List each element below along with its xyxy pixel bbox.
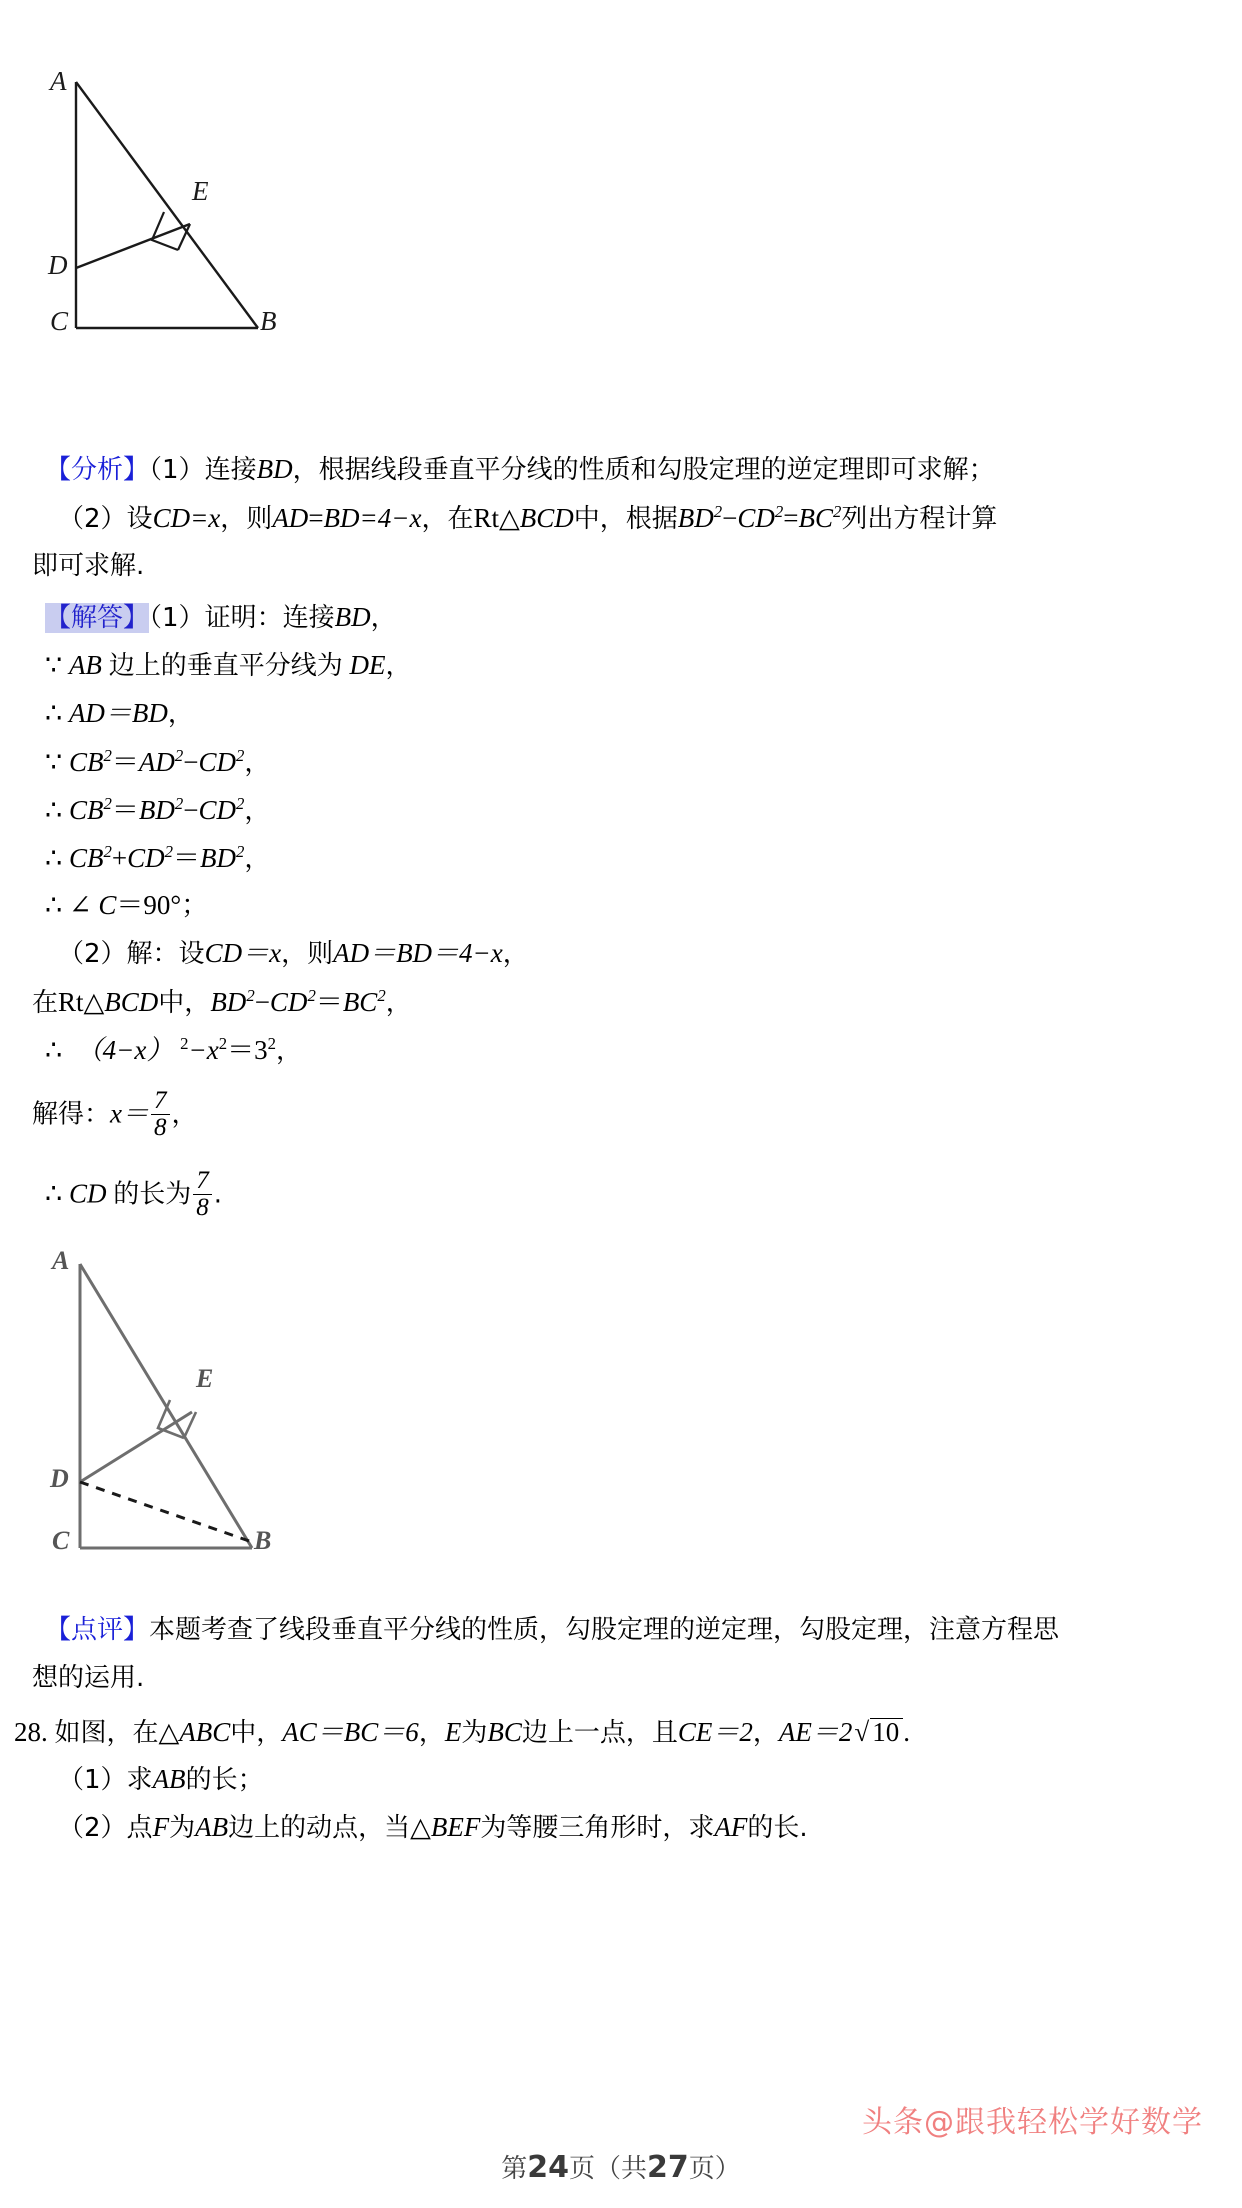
analysis-eq4-op1: −: [722, 503, 738, 533]
analysis-eq4-b1: BD: [677, 503, 714, 533]
fraction-denominator: 8: [151, 1114, 170, 1141]
solution-line-5: [45, 796, 270, 824]
analysis-item2-num: （2）: [58, 504, 127, 534]
solution-l4-b3: CD: [198, 747, 236, 777]
q28-l1-a: 如图，在: [54, 1718, 159, 1748]
solution-l6-b2: CD: [127, 843, 165, 873]
solution-line-12: [45, 1168, 222, 1222]
analysis-eq-mid: =: [308, 503, 324, 533]
therefore-symbol-6: ∴: [45, 1178, 63, 1209]
footer-suffix: 页）: [688, 2154, 741, 2184]
solution-l10-end: ，: [276, 1036, 303, 1066]
solution-l10-sup3: 2: [267, 1034, 276, 1053]
q28-l1-f: ，: [752, 1718, 779, 1748]
solution-l4-b2: AD: [138, 747, 175, 777]
therefore-symbol-3: ∴: [45, 843, 63, 873]
watermark-text: 头条@跟我轻松学好数学: [862, 2105, 1203, 2140]
question-28-number: 28.: [14, 1717, 48, 1747]
therefore-symbol-5: ∴: [45, 1035, 63, 1065]
triangle-icon-4: △: [410, 1812, 431, 1842]
q28-l3-num: （2）: [58, 1813, 127, 1843]
solution-line-4: [45, 748, 270, 776]
solution-l9-op2: ＝: [315, 987, 343, 1017]
figure-2-label-D: D: [50, 1464, 69, 1493]
solution-l10-sup2: 2: [218, 1034, 228, 1053]
solution-l8-a: 解：设: [126, 939, 205, 969]
analysis-item2-f: 即可求解.: [32, 551, 145, 581]
q28-var-af: AF: [714, 1812, 748, 1842]
footer-page-number: 24: [527, 2150, 569, 2185]
solution-l10-sup1: 2: [180, 1034, 189, 1053]
q28-l3-b: 为: [169, 1813, 196, 1843]
question-28-line-1: [14, 1718, 910, 1746]
solution-l9-end: ，: [385, 988, 412, 1018]
q28-tri-name: ABC: [179, 1717, 231, 1747]
analysis-line-1: [45, 456, 995, 483]
solution-l6-end: ，: [244, 844, 271, 874]
analysis-line-3: [32, 552, 144, 579]
analysis-item1-var: BD: [256, 454, 293, 484]
solution-l4-s2: 2: [174, 746, 184, 765]
q28-eq2: CE＝2: [677, 1717, 753, 1747]
comment-line-1: [45, 1616, 1059, 1643]
q28-radicand: 10: [870, 1718, 903, 1746]
solution-l2-a: 边上的垂直平分线为: [108, 651, 343, 681]
fraction-denominator-2: 8: [193, 1194, 212, 1221]
figure-1-label-C: C: [50, 306, 69, 336]
figure-2-label-A: A: [52, 1246, 70, 1275]
solution-l5-b1: CB: [68, 795, 104, 825]
footer-mid: 页（共: [568, 2154, 647, 2184]
solution-line-2: [45, 652, 411, 679]
solution-l3-eq: AD＝BD: [68, 698, 168, 728]
solution-l9-b2: CD: [269, 987, 308, 1017]
solution-l4-end: ，: [244, 748, 271, 778]
solution-l5-s2: 2: [174, 794, 184, 813]
analysis-rt: Rt: [473, 503, 500, 533]
figure-1-label-E: E: [192, 176, 209, 206]
comment-line-2: [32, 1664, 144, 1691]
solution-l1-num: （1）: [149, 603, 205, 633]
solution-l8-num: （2）: [58, 939, 127, 969]
analysis-item1-text-b: ，根据线段垂直平分线的性质和勾股定理的逆定理即可求解；: [292, 455, 995, 485]
solution-l9-s1: 2: [246, 986, 255, 1005]
solution-tag: 【解答】: [45, 603, 150, 633]
solution-l8-end: ，: [502, 939, 529, 969]
figure-2-svg: [40, 1240, 330, 1580]
solution-l2-var2: DE: [349, 650, 386, 680]
q28-l2-b: 的长；: [185, 1765, 264, 1795]
solution-l1-var: BD: [334, 602, 371, 632]
q28-l2-var: AB: [152, 1764, 186, 1794]
solution-l8-eq2: AD＝BD＝4−x: [333, 938, 503, 968]
solution-l9-b1: BD: [210, 987, 247, 1017]
figure-1-triangle-diagram: [40, 60, 330, 360]
analysis-eq4-op2: =: [783, 503, 799, 533]
analysis-eq4-s1: 2: [713, 502, 723, 521]
figure-1-label-B: B: [260, 306, 277, 336]
fraction-numerator-2: 7: [196, 1167, 209, 1194]
q28-l2-a: 求: [126, 1765, 153, 1795]
analysis-ad: AD: [272, 503, 309, 533]
solution-l8-b: ，则: [281, 939, 334, 969]
analysis-eq4-s3: 2: [833, 502, 842, 521]
q28-var-ab: AB: [195, 1812, 229, 1842]
q28-var-f: F: [152, 1812, 170, 1842]
question-28-line-3: [58, 1814, 808, 1841]
analysis-line-2: [58, 504, 997, 532]
fraction-seven-eighths-2: [193, 1168, 212, 1222]
figure-1-label-A: A: [50, 66, 67, 96]
q28-l3-a: 点: [126, 1813, 153, 1843]
analysis-cd: CD: [152, 503, 191, 533]
solution-l9-tri-name: BCD: [104, 987, 159, 1017]
q28-l1-e: 边上一点，且: [521, 1718, 678, 1748]
q28-l3-d: 为等腰三角形时，求: [480, 1813, 715, 1843]
therefore-symbol-4: ∴: [45, 890, 63, 920]
solution-line-1: [45, 604, 397, 631]
solution-l6-s1: 2: [103, 842, 112, 861]
analysis-tri-name: BCD: [519, 503, 574, 533]
comment-tag: 【点评】: [45, 1615, 150, 1645]
analysis-cd-rest: =x: [190, 503, 221, 533]
solution-l5-s1: 2: [103, 794, 112, 813]
solution-l9-b: 中，: [158, 988, 211, 1018]
q28-var-e: E: [444, 1717, 462, 1747]
solution-l4-s3: 2: [235, 746, 245, 765]
analysis-eq4-b3: BC: [798, 503, 834, 533]
q28-l3-c: 边上的动点，当: [228, 1813, 411, 1843]
solution-l12-end: .: [213, 1179, 222, 1210]
fraction-seven-eighths-1: [151, 1088, 170, 1142]
fraction-numerator: 7: [154, 1087, 167, 1114]
analysis-tag: 【分析】: [45, 455, 150, 485]
analysis-eq4-s2: 2: [774, 502, 784, 521]
solution-l2-b: ，: [385, 651, 412, 681]
analysis-item2-a: 设: [126, 504, 153, 534]
solution-l5-op1: ＝: [111, 795, 139, 825]
solution-l9-b3: BC: [342, 987, 378, 1017]
solution-l9-rt: Rt: [58, 987, 84, 1017]
solution-l7-eq: ＝90°；: [116, 890, 209, 920]
square-root-icon: √ 10: [852, 1718, 903, 1746]
page-footer: [0, 2148, 1242, 2185]
solution-l4-s1: 2: [103, 746, 112, 765]
q28-eq1: AC＝BC＝6: [282, 1717, 419, 1747]
solution-line-3: [45, 700, 194, 727]
solution-line-10: [45, 1036, 302, 1064]
solution-l4-op2: −: [183, 747, 199, 777]
q28-l1-b: 中，: [230, 1718, 283, 1748]
triangle-icon-2: △: [83, 987, 105, 1017]
solution-l5-b2: BD: [138, 795, 175, 825]
solution-line-8: [58, 940, 529, 967]
triangle-icon-3: △: [158, 1717, 180, 1747]
analysis-item2-c: ，在: [421, 504, 474, 534]
solution-l9-s2: 2: [307, 986, 316, 1005]
solution-l11-a: 解得：: [32, 1099, 111, 1130]
solution-line-7: [45, 892, 208, 919]
solution-l9-op1: −: [254, 987, 270, 1017]
figure-2-label-E: E: [196, 1364, 214, 1393]
analysis-item2-b: ，则: [220, 504, 273, 534]
solution-l10-expr: （4−x）: [75, 1035, 174, 1065]
solution-line-9: [32, 988, 412, 1016]
q28-eq3-lhs: AE＝2: [778, 1717, 853, 1747]
solution-l9-a: 在: [32, 988, 59, 1018]
analysis-item2-e: 列出方程计算: [841, 504, 998, 534]
solution-l9-s3: 2: [377, 986, 386, 1005]
q28-l3-tri-name: BEF: [430, 1812, 481, 1842]
footer-prefix: 第: [501, 2154, 528, 2184]
analysis-triangle-icon: △: [499, 503, 520, 533]
comment-text-line-2: 想的运用.: [32, 1663, 145, 1693]
solution-l6-op1: +: [111, 843, 128, 873]
figure-2-label-C: C: [52, 1526, 70, 1555]
solution-l5-op2: −: [183, 795, 199, 825]
q28-l1-c: ，: [418, 1718, 445, 1748]
because-symbol-2: ∵: [45, 747, 63, 777]
solution-l1-b: ，: [370, 603, 397, 633]
solution-l8-eq1: CD＝x: [204, 938, 282, 968]
comment-text-line-1: 本题考查了线段垂直平分线的性质，勾股定理的逆定理，勾股定理，注意方程思: [149, 1615, 1060, 1645]
solution-l7-var: C: [98, 890, 117, 920]
q28-l3-e: 的长.: [747, 1813, 808, 1843]
analysis-bd-rest: =4−x: [359, 503, 422, 533]
solution-l11-var: x＝: [110, 1098, 149, 1129]
solution-l1-a: 证明：连接: [204, 603, 335, 633]
solution-l11-end: ，: [171, 1099, 198, 1130]
solution-l6-s3: 2: [235, 842, 245, 861]
q28-l1-g: .: [903, 1717, 910, 1747]
solution-l6-s2: 2: [164, 842, 173, 861]
analysis-eq4-b2: CD: [737, 503, 775, 533]
solution-l5-end: ，: [244, 796, 271, 826]
solution-l5-b3: CD: [198, 795, 236, 825]
question-28-line-2: [58, 1766, 264, 1793]
therefore-symbol-2: ∴: [45, 795, 63, 825]
analysis-bd: BD: [323, 503, 360, 533]
solution-l4-op1: ＝: [111, 747, 139, 777]
solution-line-11: [32, 1088, 198, 1142]
analysis-item1-text-a: 连接: [204, 455, 257, 485]
solution-l10-eq: ＝3: [227, 1035, 268, 1065]
solution-l6-op2: ＝: [172, 843, 200, 873]
solution-l12-var: CD: [68, 1178, 107, 1209]
because-symbol: ∵: [45, 650, 63, 680]
solution-l10-op: −x: [188, 1035, 219, 1065]
figure-1-label-D: D: [48, 250, 68, 280]
solution-l2-var1: AB: [68, 650, 102, 680]
angle-symbol: ∠: [68, 890, 92, 920]
analysis-item2-d: 中，根据: [573, 504, 678, 534]
analysis-item1-num: （1）: [149, 455, 205, 485]
solution-l6-b1: CB: [68, 843, 104, 873]
footer-total-pages: 27: [647, 2150, 689, 2185]
q28-l1-d: 为: [461, 1718, 488, 1748]
q28-var-bc: BC: [487, 1717, 522, 1747]
q28-l2-num: （1）: [58, 1765, 127, 1795]
solution-l5-s3: 2: [235, 794, 245, 813]
solution-l6-b3: BD: [199, 843, 236, 873]
solution-l4-b1: CB: [68, 747, 104, 777]
solution-l3-end: ，: [167, 699, 194, 729]
solution-line-6: [45, 844, 270, 872]
therefore-symbol: ∴: [45, 698, 63, 728]
solution-l12-a: 的长为: [113, 1179, 192, 1210]
figure-2-triangle-diagram: [40, 1240, 330, 1580]
figure-1-svg: [40, 60, 330, 360]
figure-2-label-B: B: [254, 1526, 272, 1555]
